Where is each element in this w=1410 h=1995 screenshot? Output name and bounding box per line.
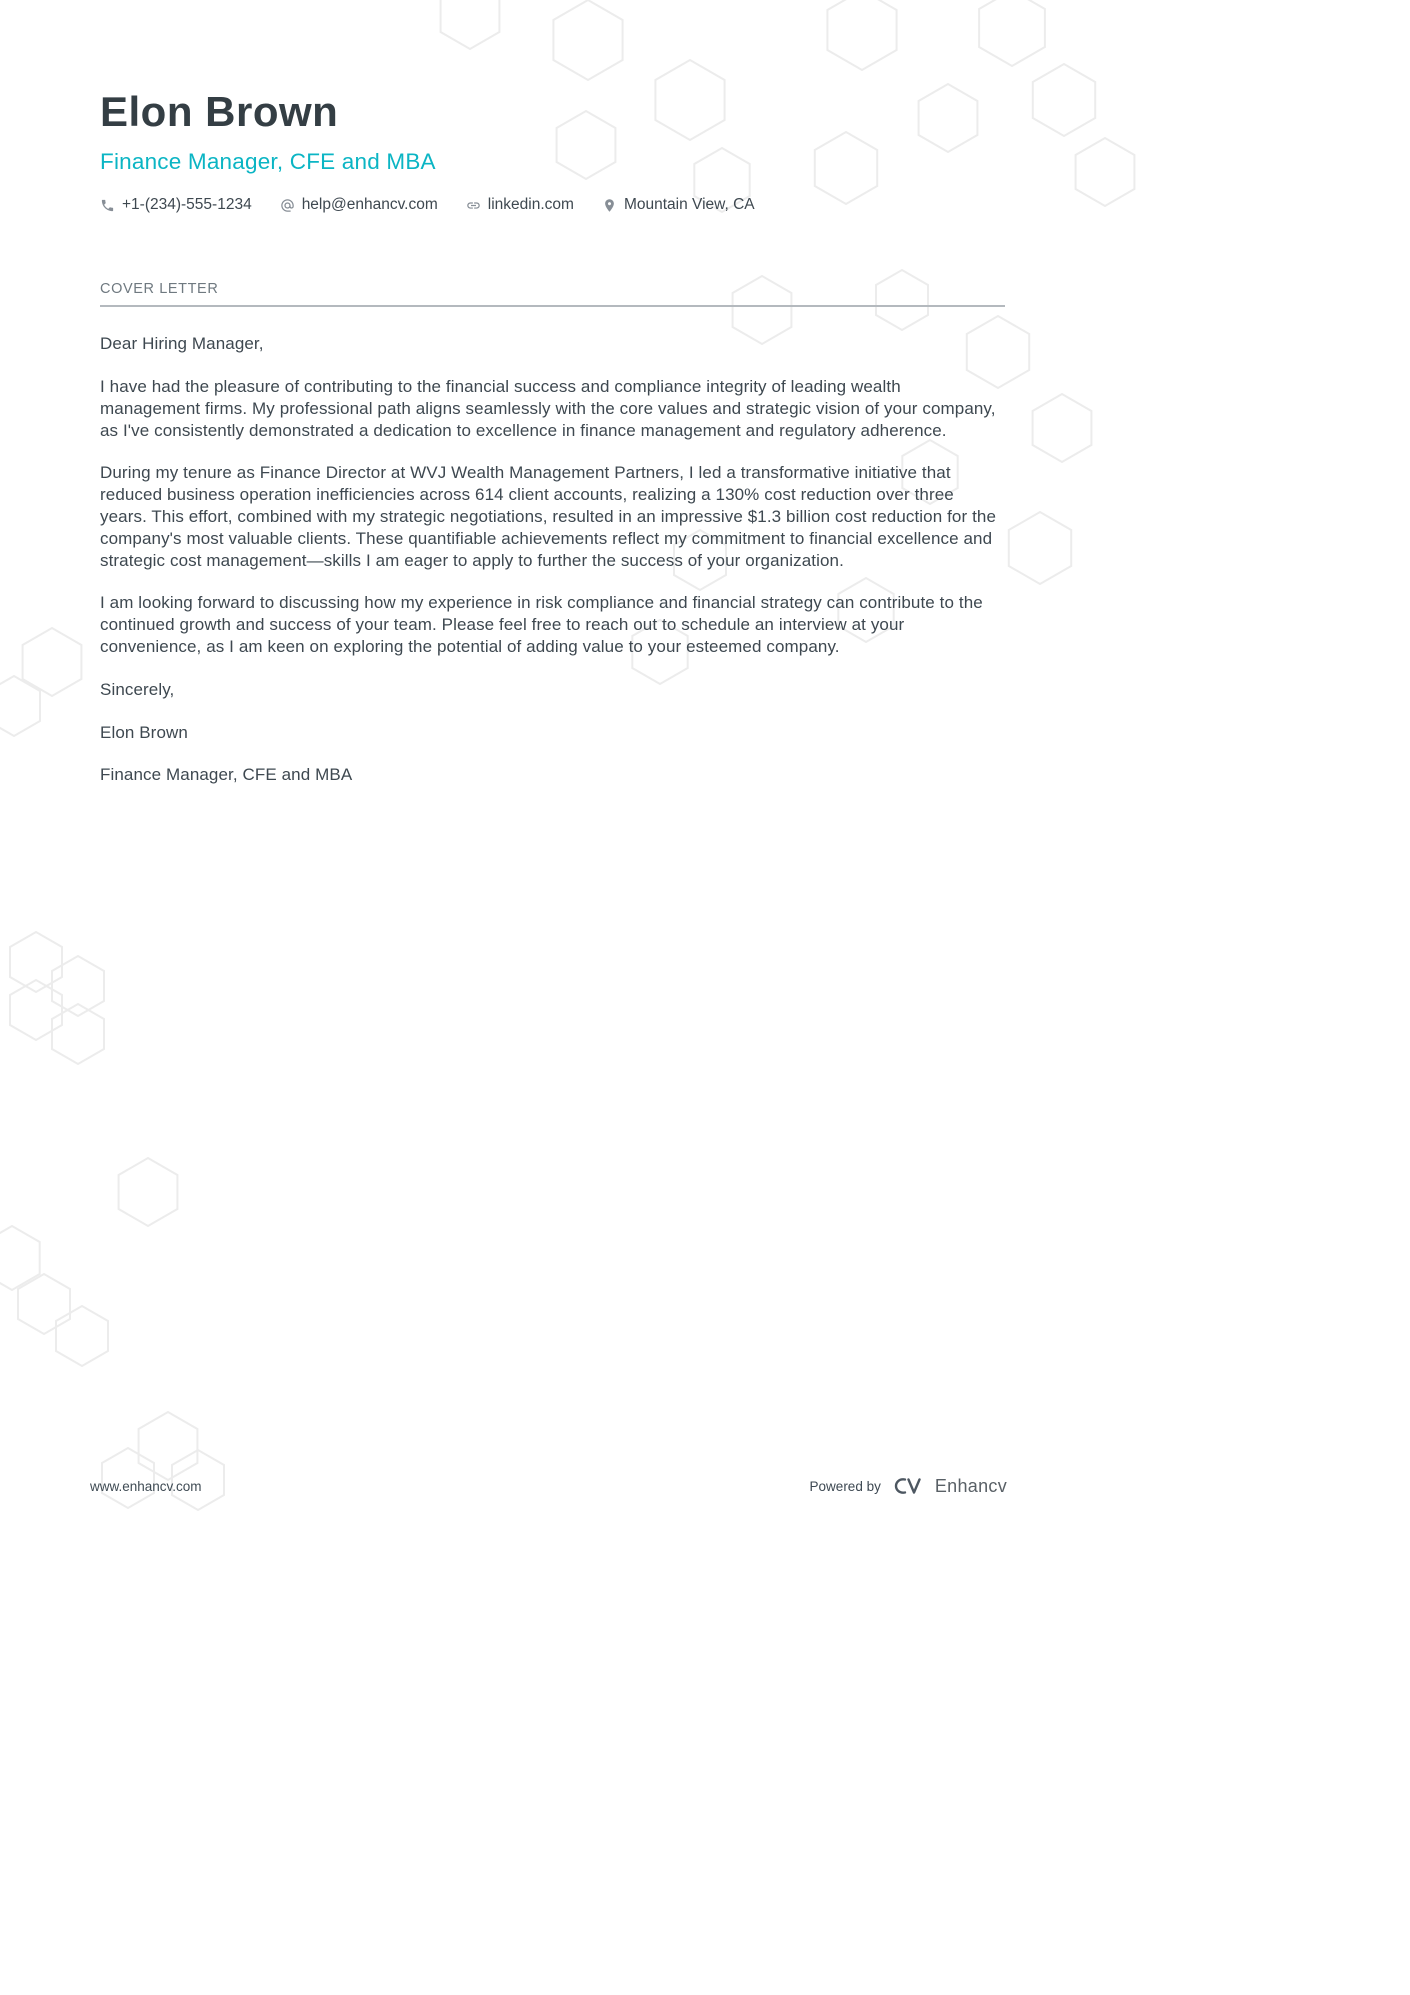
person-job-title: Finance Manager, CFE and MBA [100, 149, 436, 175]
contact-row [100, 196, 1005, 214]
contact-location [602, 196, 755, 214]
powered-by-group [810, 1475, 1007, 1497]
contact-location-text: Mountain View, CA [623, 196, 755, 214]
location-icon [602, 198, 617, 213]
contact-phone-text: +1-(234)-555-1234 [122, 196, 252, 214]
salutation: Dear Hiring Manager, [100, 334, 264, 354]
powered-by-label: Powered by [809, 1478, 881, 1494]
section-label: COVER LETTER [100, 281, 219, 298]
letter-header [100, 88, 1005, 214]
link-icon [466, 198, 481, 213]
letter-paragraph: I am looking forward to discussing how my experience in risk compliance and financial strategy can contribute to the continued growth and success of your team. Please feel free to reach out to schedule an interview at your convenience, as I am keen on exploring the potential of adding value to your esteemed company. [100, 593, 983, 657]
signature-name: Elon Brown [100, 722, 188, 742]
letter-paragraph: I have had the pleasure of contributing to the financial success and compliance integrity of leading wealth management firms. My professional path aligns seamlessly with the core values and strategic vision of your company, as I've consistently demonstrated a dedication to excellence in finance management and regulatory adherence. [100, 377, 996, 440]
letter-paragraph: During my tenure as Finance Director at WVJ Wealth Management Partners, I led a transformative initiative that reduced business operation inefficiencies across 614 client accounts, realizing a 130% cost reduction over three years. This effort, combined with my strategic negotiations, resulted in an impressive $1.3 billion cost reduction for the company's most valuable clients. These quantifiable achievements reflect my commitment to financial excellence and strategic cost management—skills I am eager to apply to further the success of your organization. [100, 463, 997, 570]
contact-email [280, 196, 438, 214]
section-cover-letter-header [100, 280, 1005, 307]
enhancv-brand-name: Enhancv [934, 1475, 1007, 1496]
footer-website: www.enhancv.com [90, 1478, 202, 1494]
page-content [0, 0, 1410, 786]
page-footer [90, 1475, 1007, 1497]
letter-body [100, 333, 1005, 786]
enhancv-logo-icon [893, 1475, 923, 1497]
at-icon [280, 198, 295, 213]
phone-icon [100, 198, 115, 213]
contact-link-text: linkedin.com [487, 196, 574, 214]
person-name: Elon Brown [100, 88, 339, 135]
contact-email-text: help@enhancv.com [301, 196, 438, 214]
contact-phone [100, 196, 252, 214]
contact-link [466, 196, 574, 214]
signature-title: Finance Manager, CFE and MBA [100, 765, 353, 785]
closing: Sincerely, [100, 679, 175, 699]
